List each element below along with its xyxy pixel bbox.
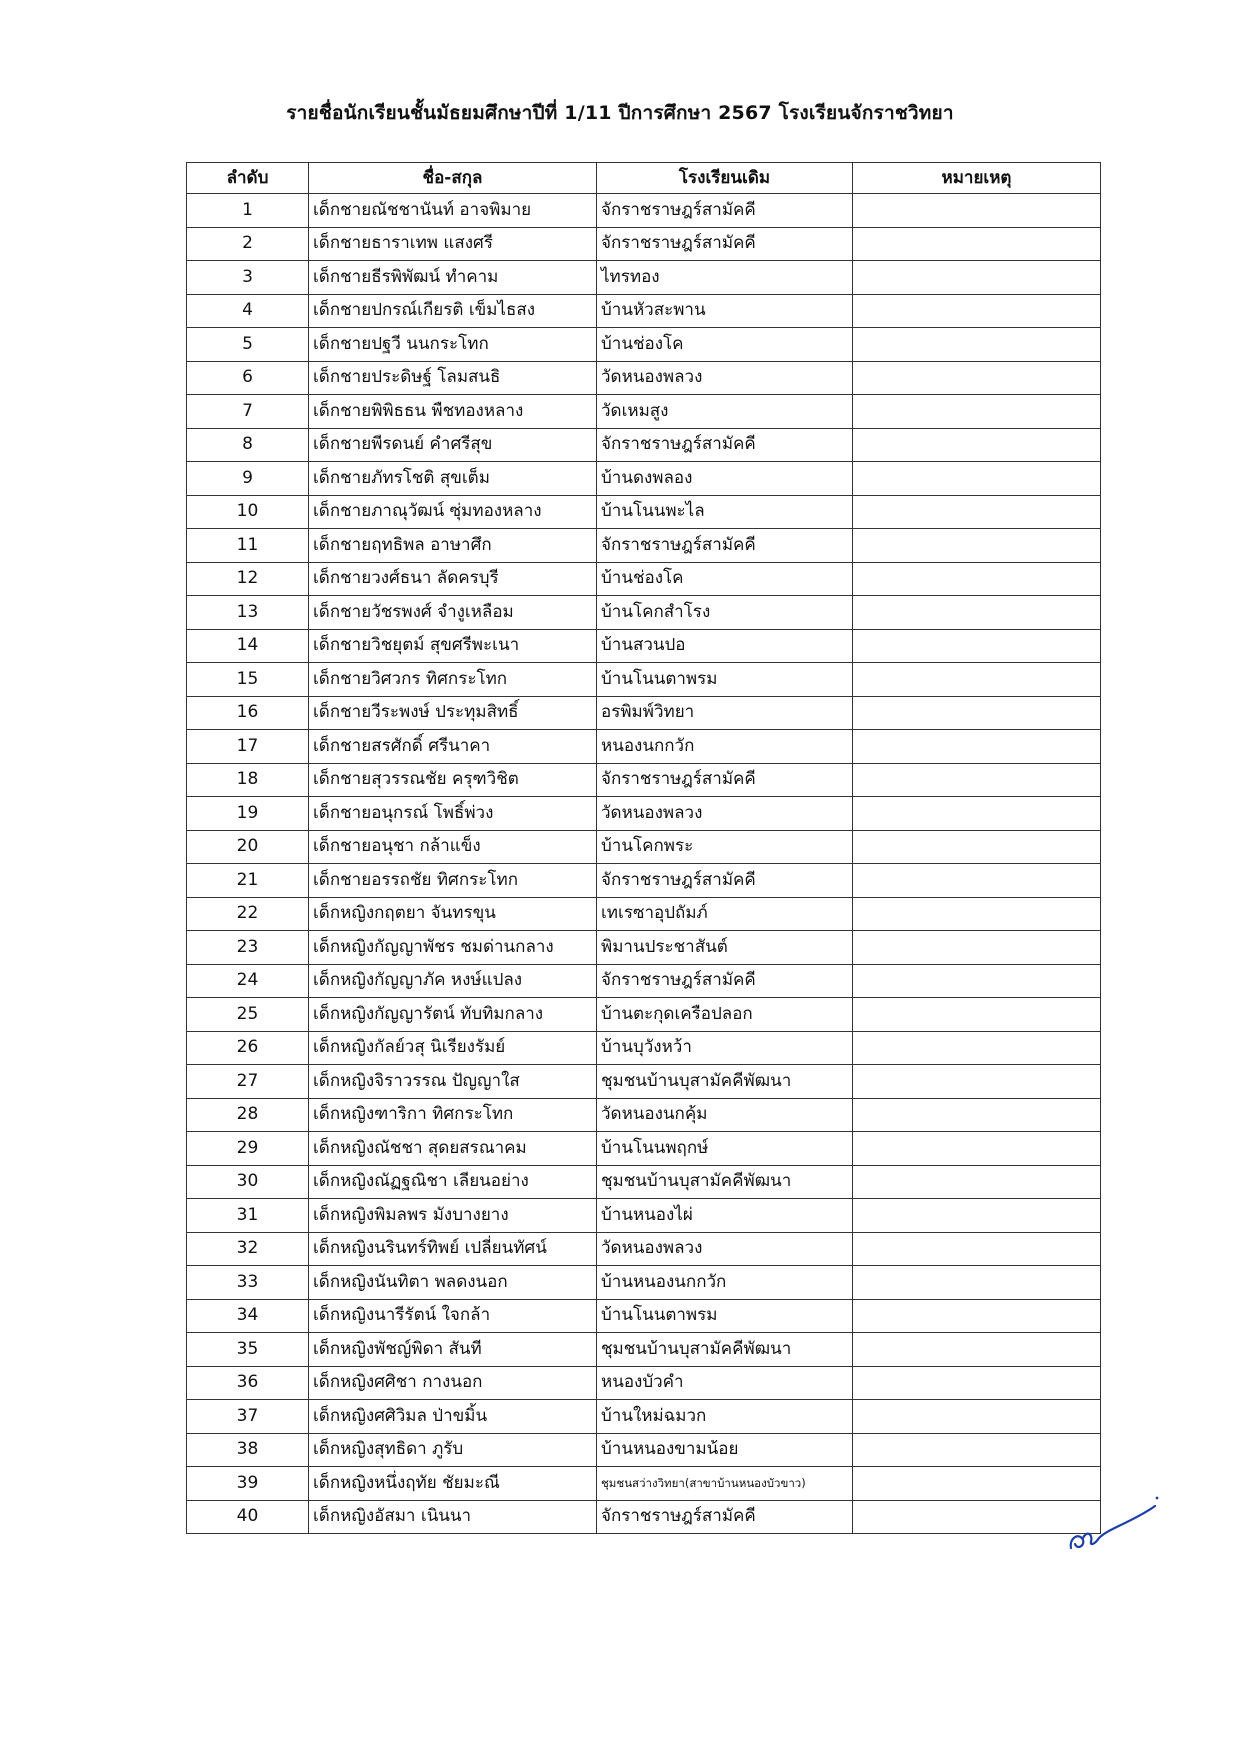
row-number: 29 (187, 1132, 309, 1166)
student-name: เด็กหญิงกัญญาพัชร ชมด่านกลาง (309, 931, 597, 965)
previous-school: บ้านหนองนกกวัก (597, 1266, 853, 1300)
row-number: 37 (187, 1400, 309, 1434)
previous-school: บ้านหนองขามน้อย (597, 1433, 853, 1467)
previous-school: วัดหนองพลวง (597, 361, 853, 395)
table-row (187, 1165, 1101, 1199)
student-name: เด็กชายภาณุวัฒน์ ซุ่มทองหลาง (309, 495, 597, 529)
student-name: เด็กหญิงนรินทร์ทิพย์ เปลี่ยนทัศน์ (309, 1232, 597, 1266)
table-row (187, 629, 1101, 663)
row-number: 14 (187, 629, 309, 663)
previous-school: วัดหนองนกคุ้ม (597, 1098, 853, 1132)
previous-school: จักราชราษฎร์สามัคคี (597, 227, 853, 261)
previous-school: ชุมชนสว่างวิทยา(สาขาบ้านหนองบัวขาว) (597, 1467, 853, 1501)
previous-school: บ้านช่องโค (597, 328, 853, 362)
column-header-remark: หมายเหตุ (853, 163, 1101, 194)
table-row (187, 428, 1101, 462)
row-number: 12 (187, 562, 309, 596)
row-number: 6 (187, 361, 309, 395)
student-name: เด็กชายอรรถชัย ทิศกระโทก (309, 864, 597, 898)
student-name: เด็กหญิงจิราวรรณ ปัญญาใส (309, 1065, 597, 1099)
student-name: เด็กชายฤทธิพล อาษาศึก (309, 529, 597, 563)
remark (853, 562, 1101, 596)
row-number: 26 (187, 1031, 309, 1065)
student-name: เด็กชายสุวรรณชัย ครุฑวิชิต (309, 763, 597, 797)
table-row (187, 1433, 1101, 1467)
column-header-number: ลำดับ (187, 163, 309, 194)
table-row (187, 462, 1101, 496)
previous-school: บ้านโคกสำโรง (597, 596, 853, 630)
row-number: 3 (187, 261, 309, 295)
table-row (187, 495, 1101, 529)
table-row (187, 1333, 1101, 1367)
previous-school: บ้านใหม่ฉมวก (597, 1400, 853, 1434)
row-number: 9 (187, 462, 309, 496)
remark (853, 1333, 1101, 1367)
previous-school: ไทรทอง (597, 261, 853, 295)
table-row (187, 1098, 1101, 1132)
table-row (187, 596, 1101, 630)
remark (853, 495, 1101, 529)
student-name: เด็กหญิงสุทธิดา ภูรับ (309, 1433, 597, 1467)
row-number: 11 (187, 529, 309, 563)
previous-school: บ้านโคกพระ (597, 830, 853, 864)
previous-school: บ้านโนนตาพรม (597, 663, 853, 697)
row-number: 10 (187, 495, 309, 529)
previous-school: บ้านช่องโค (597, 562, 853, 596)
table-row (187, 529, 1101, 563)
student-name: เด็กชายวิชยุตม์ สุขศรีพะเนา (309, 629, 597, 663)
table-row (187, 1400, 1101, 1434)
row-number: 27 (187, 1065, 309, 1099)
previous-school: วัดหนองพลวง (597, 797, 853, 831)
row-number: 17 (187, 730, 309, 764)
row-number: 19 (187, 797, 309, 831)
remark (853, 629, 1101, 663)
remark (853, 462, 1101, 496)
previous-school: จักราชราษฎร์สามัคคี (597, 428, 853, 462)
student-name: เด็กหญิงหนึ่งฤทัย ชัยมะณี (309, 1467, 597, 1501)
row-number: 28 (187, 1098, 309, 1132)
row-number: 40 (187, 1500, 309, 1534)
previous-school: บ้านดงพลอง (597, 462, 853, 496)
table-row (187, 194, 1101, 228)
remark (853, 1433, 1101, 1467)
remark (853, 428, 1101, 462)
remark (853, 1366, 1101, 1400)
remark (853, 194, 1101, 228)
remark (853, 1031, 1101, 1065)
row-number: 38 (187, 1433, 309, 1467)
table-row (187, 964, 1101, 998)
student-name: เด็กหญิงกฤตยา จันทรขุน (309, 897, 597, 931)
table-row (187, 1299, 1101, 1333)
student-name: เด็กชายปฐวี นนกระโทก (309, 328, 597, 362)
remark (853, 696, 1101, 730)
remark (853, 931, 1101, 965)
student-name: เด็กชายวงศ์ธนา ลัดครบุรี (309, 562, 597, 596)
row-number: 36 (187, 1366, 309, 1400)
remark (853, 1299, 1101, 1333)
student-name: เด็กชายอนุชา กล้าแข็ง (309, 830, 597, 864)
student-name: เด็กชายวิศวกร ทิศกระโทก (309, 663, 597, 697)
row-number: 30 (187, 1165, 309, 1199)
previous-school: บ้านโนนพฤกษ์ (597, 1132, 853, 1166)
student-name: เด็กชายอนุกรณ์ โพธิ์พ่วง (309, 797, 597, 831)
remark (853, 261, 1101, 295)
table-row (187, 797, 1101, 831)
student-name: เด็กชายภัทรโชติ สุขเต็ม (309, 462, 597, 496)
previous-school: จักราชราษฎร์สามัคคี (597, 194, 853, 228)
previous-school: บ้านโนนพะไล (597, 495, 853, 529)
previous-school: บ้านตะกุดเครือปลอก (597, 998, 853, 1032)
student-name: เด็กชายปกรณ์เกียรติ เข็มไธสง (309, 294, 597, 328)
table-header (187, 163, 1101, 194)
previous-school: จักราชราษฎร์สามัคคี (597, 964, 853, 998)
table-row (187, 361, 1101, 395)
remark (853, 830, 1101, 864)
table-row (187, 1467, 1101, 1501)
remark (853, 1400, 1101, 1434)
remark (853, 328, 1101, 362)
remark (853, 763, 1101, 797)
remark (853, 730, 1101, 764)
student-name: เด็กชายสรศักดิ์ ศรีนาคา (309, 730, 597, 764)
table-row (187, 663, 1101, 697)
row-number: 18 (187, 763, 309, 797)
student-name: เด็กหญิงนันทิตา พลดงนอก (309, 1266, 597, 1300)
previous-school: จักราชราษฎร์สามัคคี (597, 529, 853, 563)
previous-school: วัดเหมสูง (597, 395, 853, 429)
previous-school: หนองนกกวัก (597, 730, 853, 764)
row-number: 8 (187, 428, 309, 462)
table-row (187, 1366, 1101, 1400)
table-row (187, 1500, 1101, 1534)
table-row (187, 395, 1101, 429)
student-name: เด็กชายวัชรพงศ์ จำงูเหลือม (309, 596, 597, 630)
student-roster-table (186, 162, 1101, 1534)
row-number: 24 (187, 964, 309, 998)
student-name: เด็กหญิงศศิชา กางนอก (309, 1366, 597, 1400)
student-name: เด็กหญิงศศิวิมล ป่าขมิ้น (309, 1400, 597, 1434)
table-row (187, 1232, 1101, 1266)
row-number: 5 (187, 328, 309, 362)
student-name: เด็กชายประดิษฐ์ โลมสนธิ (309, 361, 597, 395)
row-number: 1 (187, 194, 309, 228)
remark (853, 897, 1101, 931)
table-body (187, 194, 1101, 1534)
previous-school: ชุมชนบ้านบุสามัคคีพัฒนา (597, 1333, 853, 1367)
previous-school: หนองบัวคำ (597, 1366, 853, 1400)
previous-school: เทเรซาอุปถัมภ์ (597, 897, 853, 931)
remark (853, 1199, 1101, 1233)
student-name: เด็กหญิงอัสมา เนินนา (309, 1500, 597, 1534)
remark (853, 1098, 1101, 1132)
signature (1065, 1488, 1160, 1558)
row-number: 23 (187, 931, 309, 965)
student-name: เด็กหญิงกัญญารัตน์ ทับทิมกลาง (309, 998, 597, 1032)
row-number: 16 (187, 696, 309, 730)
row-number: 34 (187, 1299, 309, 1333)
row-number: 20 (187, 830, 309, 864)
student-name: เด็กหญิงพัชญ์พิดา สันที (309, 1333, 597, 1367)
table-row (187, 1132, 1101, 1166)
remark (853, 998, 1101, 1032)
remark (853, 1232, 1101, 1266)
row-number: 2 (187, 227, 309, 261)
table-row (187, 227, 1101, 261)
remark (853, 1165, 1101, 1199)
previous-school: บ้านโนนตาพรม (597, 1299, 853, 1333)
student-name: เด็กชายวีระพงษ์ ประทุมสิทธิ์ (309, 696, 597, 730)
student-name: เด็กชายธาราเทพ แสงศรี (309, 227, 597, 261)
table-row (187, 294, 1101, 328)
row-number: 35 (187, 1333, 309, 1367)
row-number: 4 (187, 294, 309, 328)
previous-school: บ้านสวนปอ (597, 629, 853, 663)
table-row (187, 830, 1101, 864)
remark (853, 227, 1101, 261)
table-row (187, 1031, 1101, 1065)
student-name: เด็กหญิงฑาริกา ทิศกระโทก (309, 1098, 597, 1132)
header-row (187, 163, 1101, 194)
student-name: เด็กชายณัชชานันท์ อาจพิมาย (309, 194, 597, 228)
table-row (187, 763, 1101, 797)
previous-school: จักราชราษฎร์สามัคคี (597, 864, 853, 898)
remark (853, 294, 1101, 328)
previous-school: บ้านบุวังหว้า (597, 1031, 853, 1065)
table-row (187, 562, 1101, 596)
previous-school: พิมานประชาสันต์ (597, 931, 853, 965)
remark (853, 596, 1101, 630)
remark (853, 1467, 1101, 1501)
row-number: 22 (187, 897, 309, 931)
table-row (187, 1065, 1101, 1099)
remark (853, 1500, 1101, 1534)
row-number: 7 (187, 395, 309, 429)
row-number: 33 (187, 1266, 309, 1300)
table-row (187, 696, 1101, 730)
table-row (187, 1266, 1101, 1300)
row-number: 15 (187, 663, 309, 697)
remark (853, 663, 1101, 697)
previous-school: บ้านหนองไผ่ (597, 1199, 853, 1233)
previous-school: ชุมชนบ้านบุสามัคคีพัฒนา (597, 1165, 853, 1199)
student-name: เด็กชายพิพิธธน พืชทองหลาง (309, 395, 597, 429)
column-header-previous-school: โรงเรียนเดิม (597, 163, 853, 194)
student-name: เด็กหญิงพิมลพร มังบางยาง (309, 1199, 597, 1233)
page-title: รายชื่อนักเรียนชั้นมัธยมศึกษาปีที่ 1/11 ปีการศึกษา 2567 โรงเรียนจักราชวิทยา (286, 102, 954, 124)
row-number: 32 (187, 1232, 309, 1266)
remark (853, 361, 1101, 395)
row-number: 21 (187, 864, 309, 898)
remark (853, 529, 1101, 563)
column-header-name: ชื่อ-สกุล (309, 163, 597, 194)
table-row (187, 931, 1101, 965)
remark (853, 395, 1101, 429)
remark (853, 1065, 1101, 1099)
row-number: 13 (187, 596, 309, 630)
student-name: เด็กชายพีรดนย์ คำศรีสุข (309, 428, 597, 462)
remark (853, 964, 1101, 998)
table-row (187, 864, 1101, 898)
table-row (187, 730, 1101, 764)
student-name: เด็กหญิงกัลย์วสุ นิเรียงรัมย์ (309, 1031, 597, 1065)
remark (853, 797, 1101, 831)
student-name: เด็กชายธีรพิพัฒน์ ทำคาม (309, 261, 597, 295)
previous-school: บ้านหัวสะพาน (597, 294, 853, 328)
student-name: เด็กหญิงณัฏฐณิชา เลียนอย่าง (309, 1165, 597, 1199)
table-row (187, 998, 1101, 1032)
table-row (187, 1199, 1101, 1233)
previous-school: จักราชราษฎร์สามัคคี (597, 1500, 853, 1534)
previous-school: อรพิมพ์วิทยา (597, 696, 853, 730)
previous-school: ชุมชนบ้านบุสามัคคีพัฒนา (597, 1065, 853, 1099)
previous-school: วัดหนองพลวง (597, 1232, 853, 1266)
student-name: เด็กหญิงนารีรัตน์ ใจกล้า (309, 1299, 597, 1333)
table-row (187, 328, 1101, 362)
remark (853, 1132, 1101, 1166)
student-name: เด็กหญิงณัชชา สุดยสรณาคม (309, 1132, 597, 1166)
student-name: เด็กหญิงกัญญาภัค หงษ์แปลง (309, 964, 597, 998)
row-number: 39 (187, 1467, 309, 1501)
previous-school: จักราชราษฎร์สามัคคี (597, 763, 853, 797)
table-row (187, 897, 1101, 931)
row-number: 25 (187, 998, 309, 1032)
row-number: 31 (187, 1199, 309, 1233)
remark (853, 864, 1101, 898)
table-row (187, 261, 1101, 295)
remark (853, 1266, 1101, 1300)
